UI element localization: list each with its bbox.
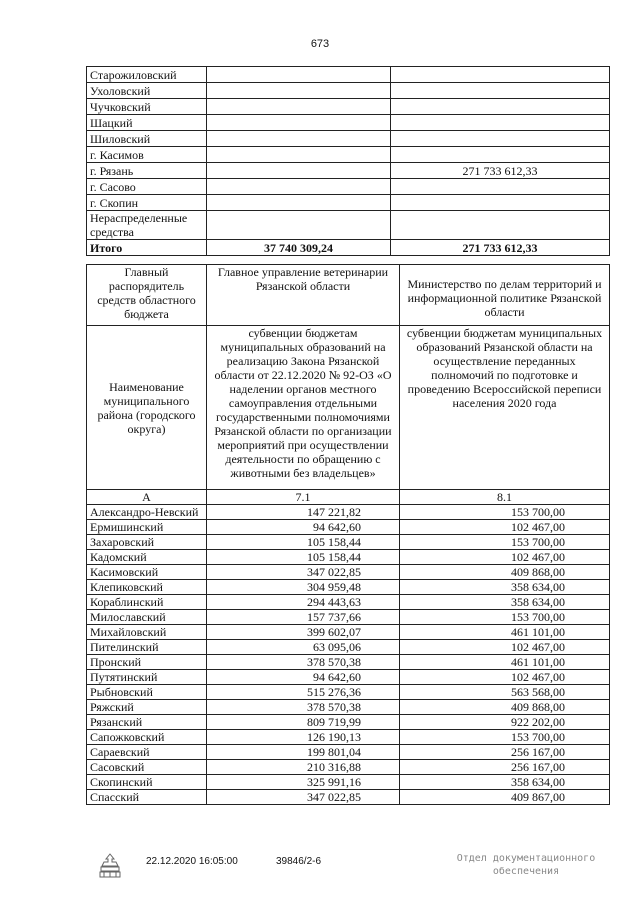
animal-subvention-amount: 378 570,38 bbox=[207, 700, 400, 715]
subheader-district-name: Наименование муниципального района (городского округа) bbox=[87, 326, 207, 490]
table-row bbox=[87, 535, 610, 550]
census-subvention-amount: 102 467,00 bbox=[400, 640, 610, 655]
census-subvention-amount: 409 868,00 bbox=[400, 700, 610, 715]
district-name: Ряжский bbox=[87, 700, 207, 715]
total-label: Итого bbox=[87, 240, 207, 256]
animal-subvention-amount: 347 022,85 bbox=[207, 790, 400, 805]
animal-subvention-amount: 199 801,04 bbox=[207, 745, 400, 760]
table-row bbox=[87, 775, 610, 790]
amount-col-1 bbox=[207, 147, 391, 163]
column-label-a: А bbox=[87, 490, 207, 505]
animal-subvention-amount: 399 602,07 bbox=[207, 625, 400, 640]
amount-col-2 bbox=[391, 131, 610, 147]
animal-subvention-amount: 515 276,36 bbox=[207, 685, 400, 700]
census-subvention-amount: 102 467,00 bbox=[400, 520, 610, 535]
subventions-table bbox=[86, 264, 610, 805]
district-name: Шацкий bbox=[87, 115, 207, 131]
summary-table-continued bbox=[86, 66, 610, 256]
animal-subvention-amount: 809 719,99 bbox=[207, 715, 400, 730]
census-subvention-amount: 461 101,00 bbox=[400, 625, 610, 640]
subheader-census-subvention: субвенции бюджетам муниципальных образований Рязанской области на осуществление переданных полномочий по подготовке и проведению Всероссийской переписи населения 2020 года bbox=[400, 326, 610, 490]
table-row bbox=[87, 565, 610, 580]
page-number: 673 bbox=[310, 38, 330, 50]
district-name: Чучковский bbox=[87, 99, 207, 115]
table-row bbox=[87, 610, 610, 625]
amount-col-1 bbox=[207, 179, 391, 195]
subheader-animal-subvention: субвенции бюджетам муниципальных образований на реализацию Закона Рязанской области от 22.12.2020 № 92-ОЗ «О наделении органов местного самоуправления отдельными государственными полномочиями Рязанской области по организации мероприятий при осуществлении деятельности по обращению с животными без владельцев» bbox=[207, 326, 400, 490]
district-name: Ухоловский bbox=[87, 83, 207, 99]
district-name: Милославский bbox=[87, 610, 207, 625]
district-name: Пронский bbox=[87, 655, 207, 670]
table-row bbox=[87, 163, 610, 179]
animal-subvention-amount: 105 158,44 bbox=[207, 535, 400, 550]
district-name: г. Касимов bbox=[87, 147, 207, 163]
table-row bbox=[87, 131, 610, 147]
district-name: Спасский bbox=[87, 790, 207, 805]
table-row bbox=[87, 655, 610, 670]
table-row bbox=[87, 700, 610, 715]
district-name: Сапожковский bbox=[87, 730, 207, 745]
table-row bbox=[87, 67, 610, 83]
animal-subvention-amount: 378 570,38 bbox=[207, 655, 400, 670]
animal-subvention-amount: 347 022,85 bbox=[207, 565, 400, 580]
animal-subvention-amount: 157 737,66 bbox=[207, 610, 400, 625]
district-name: Путятинский bbox=[87, 670, 207, 685]
district-name: Рыбновский bbox=[87, 685, 207, 700]
district-name: Захаровский bbox=[87, 535, 207, 550]
amount-col-1 bbox=[207, 115, 391, 131]
census-subvention-amount: 358 634,00 bbox=[400, 580, 610, 595]
census-subvention-amount: 409 868,00 bbox=[400, 565, 610, 580]
table-row bbox=[87, 179, 610, 195]
table-row bbox=[87, 760, 610, 775]
column-label-7-1: 7.1 bbox=[207, 490, 400, 505]
census-subvention-amount: 153 700,00 bbox=[400, 505, 610, 520]
table-row bbox=[87, 99, 610, 115]
header-chief-administrator: Главный распорядитель средств областного бюджета bbox=[87, 265, 207, 326]
amount-col-1 bbox=[207, 83, 391, 99]
census-subvention-amount: 256 167,00 bbox=[400, 760, 610, 775]
stamp-line-1: Отдел документационного bbox=[456, 853, 596, 864]
district-name: г. Рязань bbox=[87, 163, 207, 179]
table-subheader-row bbox=[87, 326, 610, 490]
animal-subvention-amount: 210 316,88 bbox=[207, 760, 400, 775]
amount-col-2 bbox=[391, 195, 610, 211]
table-row bbox=[87, 580, 610, 595]
district-name: Клепиковский bbox=[87, 580, 207, 595]
table-row bbox=[87, 625, 610, 640]
district-name: г. Скопин bbox=[87, 195, 207, 211]
census-subvention-amount: 256 167,00 bbox=[400, 745, 610, 760]
table-row bbox=[87, 505, 610, 520]
footer-doc-number: 39846/2-6 bbox=[276, 856, 322, 867]
census-subvention-amount: 153 700,00 bbox=[400, 610, 610, 625]
column-label-8-1: 8.1 bbox=[400, 490, 610, 505]
total-row bbox=[87, 240, 610, 256]
district-name: Нераспределенные средства bbox=[87, 211, 207, 240]
census-subvention-amount: 358 634,00 bbox=[400, 595, 610, 610]
amount-col-2 bbox=[391, 83, 610, 99]
amount-col-2 bbox=[391, 99, 610, 115]
footer-datetime: 22.12.2020 16:05:00 bbox=[146, 856, 238, 867]
table-row bbox=[87, 550, 610, 565]
coat-of-arms-icon bbox=[96, 852, 124, 880]
table-row bbox=[87, 685, 610, 700]
amount-col-2: 271 733 612,33 bbox=[391, 163, 610, 179]
animal-subvention-amount: 94 642,60 bbox=[207, 670, 400, 685]
amount-col-1 bbox=[207, 131, 391, 147]
district-name: Александро-Невский bbox=[87, 505, 207, 520]
district-name: Ермишинский bbox=[87, 520, 207, 535]
amount-col-1 bbox=[207, 211, 391, 240]
table-header-row bbox=[87, 265, 610, 326]
animal-subvention-amount: 304 959,48 bbox=[207, 580, 400, 595]
district-name: Кадомский bbox=[87, 550, 207, 565]
census-subvention-amount: 922 202,00 bbox=[400, 715, 610, 730]
animal-subvention-amount: 294 443,63 bbox=[207, 595, 400, 610]
header-ministry-territories: Министерство по делам территорий и информационной политике Рязанской области bbox=[400, 265, 610, 326]
animal-subvention-amount: 325 991,16 bbox=[207, 775, 400, 790]
census-subvention-amount: 153 700,00 bbox=[400, 730, 610, 745]
district-name: Михайловский bbox=[87, 625, 207, 640]
table-row bbox=[87, 670, 610, 685]
table-row bbox=[87, 211, 610, 240]
table-row bbox=[87, 83, 610, 99]
amount-col-2 bbox=[391, 147, 610, 163]
census-subvention-amount: 461 101,00 bbox=[400, 655, 610, 670]
district-name: Шиловский bbox=[87, 131, 207, 147]
table-row bbox=[87, 640, 610, 655]
district-name: Рязанский bbox=[87, 715, 207, 730]
total-amount-col-2: 271 733 612,33 bbox=[391, 240, 610, 256]
page-footer bbox=[96, 852, 616, 892]
animal-subvention-amount: 63 095,06 bbox=[207, 640, 400, 655]
district-name: Старожиловский bbox=[87, 67, 207, 83]
census-subvention-amount: 102 467,00 bbox=[400, 670, 610, 685]
column-label-row bbox=[87, 490, 610, 505]
table-row bbox=[87, 745, 610, 760]
table-row bbox=[87, 715, 610, 730]
census-subvention-amount: 358 634,00 bbox=[400, 775, 610, 790]
census-subvention-amount: 153 700,00 bbox=[400, 535, 610, 550]
table-row bbox=[87, 520, 610, 535]
stamp-line-2: обеспечения bbox=[492, 866, 560, 877]
table-row bbox=[87, 115, 610, 131]
animal-subvention-amount: 126 190,13 bbox=[207, 730, 400, 745]
amount-col-2 bbox=[391, 67, 610, 83]
district-name: Скопинский bbox=[87, 775, 207, 790]
amount-col-1 bbox=[207, 99, 391, 115]
amount-col-1 bbox=[207, 67, 391, 83]
animal-subvention-amount: 94 642,60 bbox=[207, 520, 400, 535]
table-row bbox=[87, 790, 610, 805]
census-subvention-amount: 102 467,00 bbox=[400, 550, 610, 565]
district-name: Пителинский bbox=[87, 640, 207, 655]
district-name: г. Сасово bbox=[87, 179, 207, 195]
table-row bbox=[87, 730, 610, 745]
district-name: Касимовский bbox=[87, 565, 207, 580]
animal-subvention-amount: 147 221,82 bbox=[207, 505, 400, 520]
table-row bbox=[87, 147, 610, 163]
district-name: Сасовский bbox=[87, 760, 207, 775]
table-row bbox=[87, 195, 610, 211]
district-name: Сараевский bbox=[87, 745, 207, 760]
animal-subvention-amount: 105 158,44 bbox=[207, 550, 400, 565]
census-subvention-amount: 563 568,00 bbox=[400, 685, 610, 700]
total-amount-col-1: 37 740 309,24 bbox=[207, 240, 391, 256]
amount-col-1 bbox=[207, 195, 391, 211]
amount-col-2 bbox=[391, 211, 610, 240]
census-subvention-amount: 409 867,00 bbox=[400, 790, 610, 805]
amount-col-1 bbox=[207, 163, 391, 179]
amount-col-2 bbox=[391, 179, 610, 195]
department-stamp bbox=[446, 852, 606, 878]
table-row bbox=[87, 595, 610, 610]
amount-col-2 bbox=[391, 115, 610, 131]
header-veterinary-department: Главное управление ветеринарии Рязанской области bbox=[207, 265, 400, 326]
district-name: Кораблинский bbox=[87, 595, 207, 610]
